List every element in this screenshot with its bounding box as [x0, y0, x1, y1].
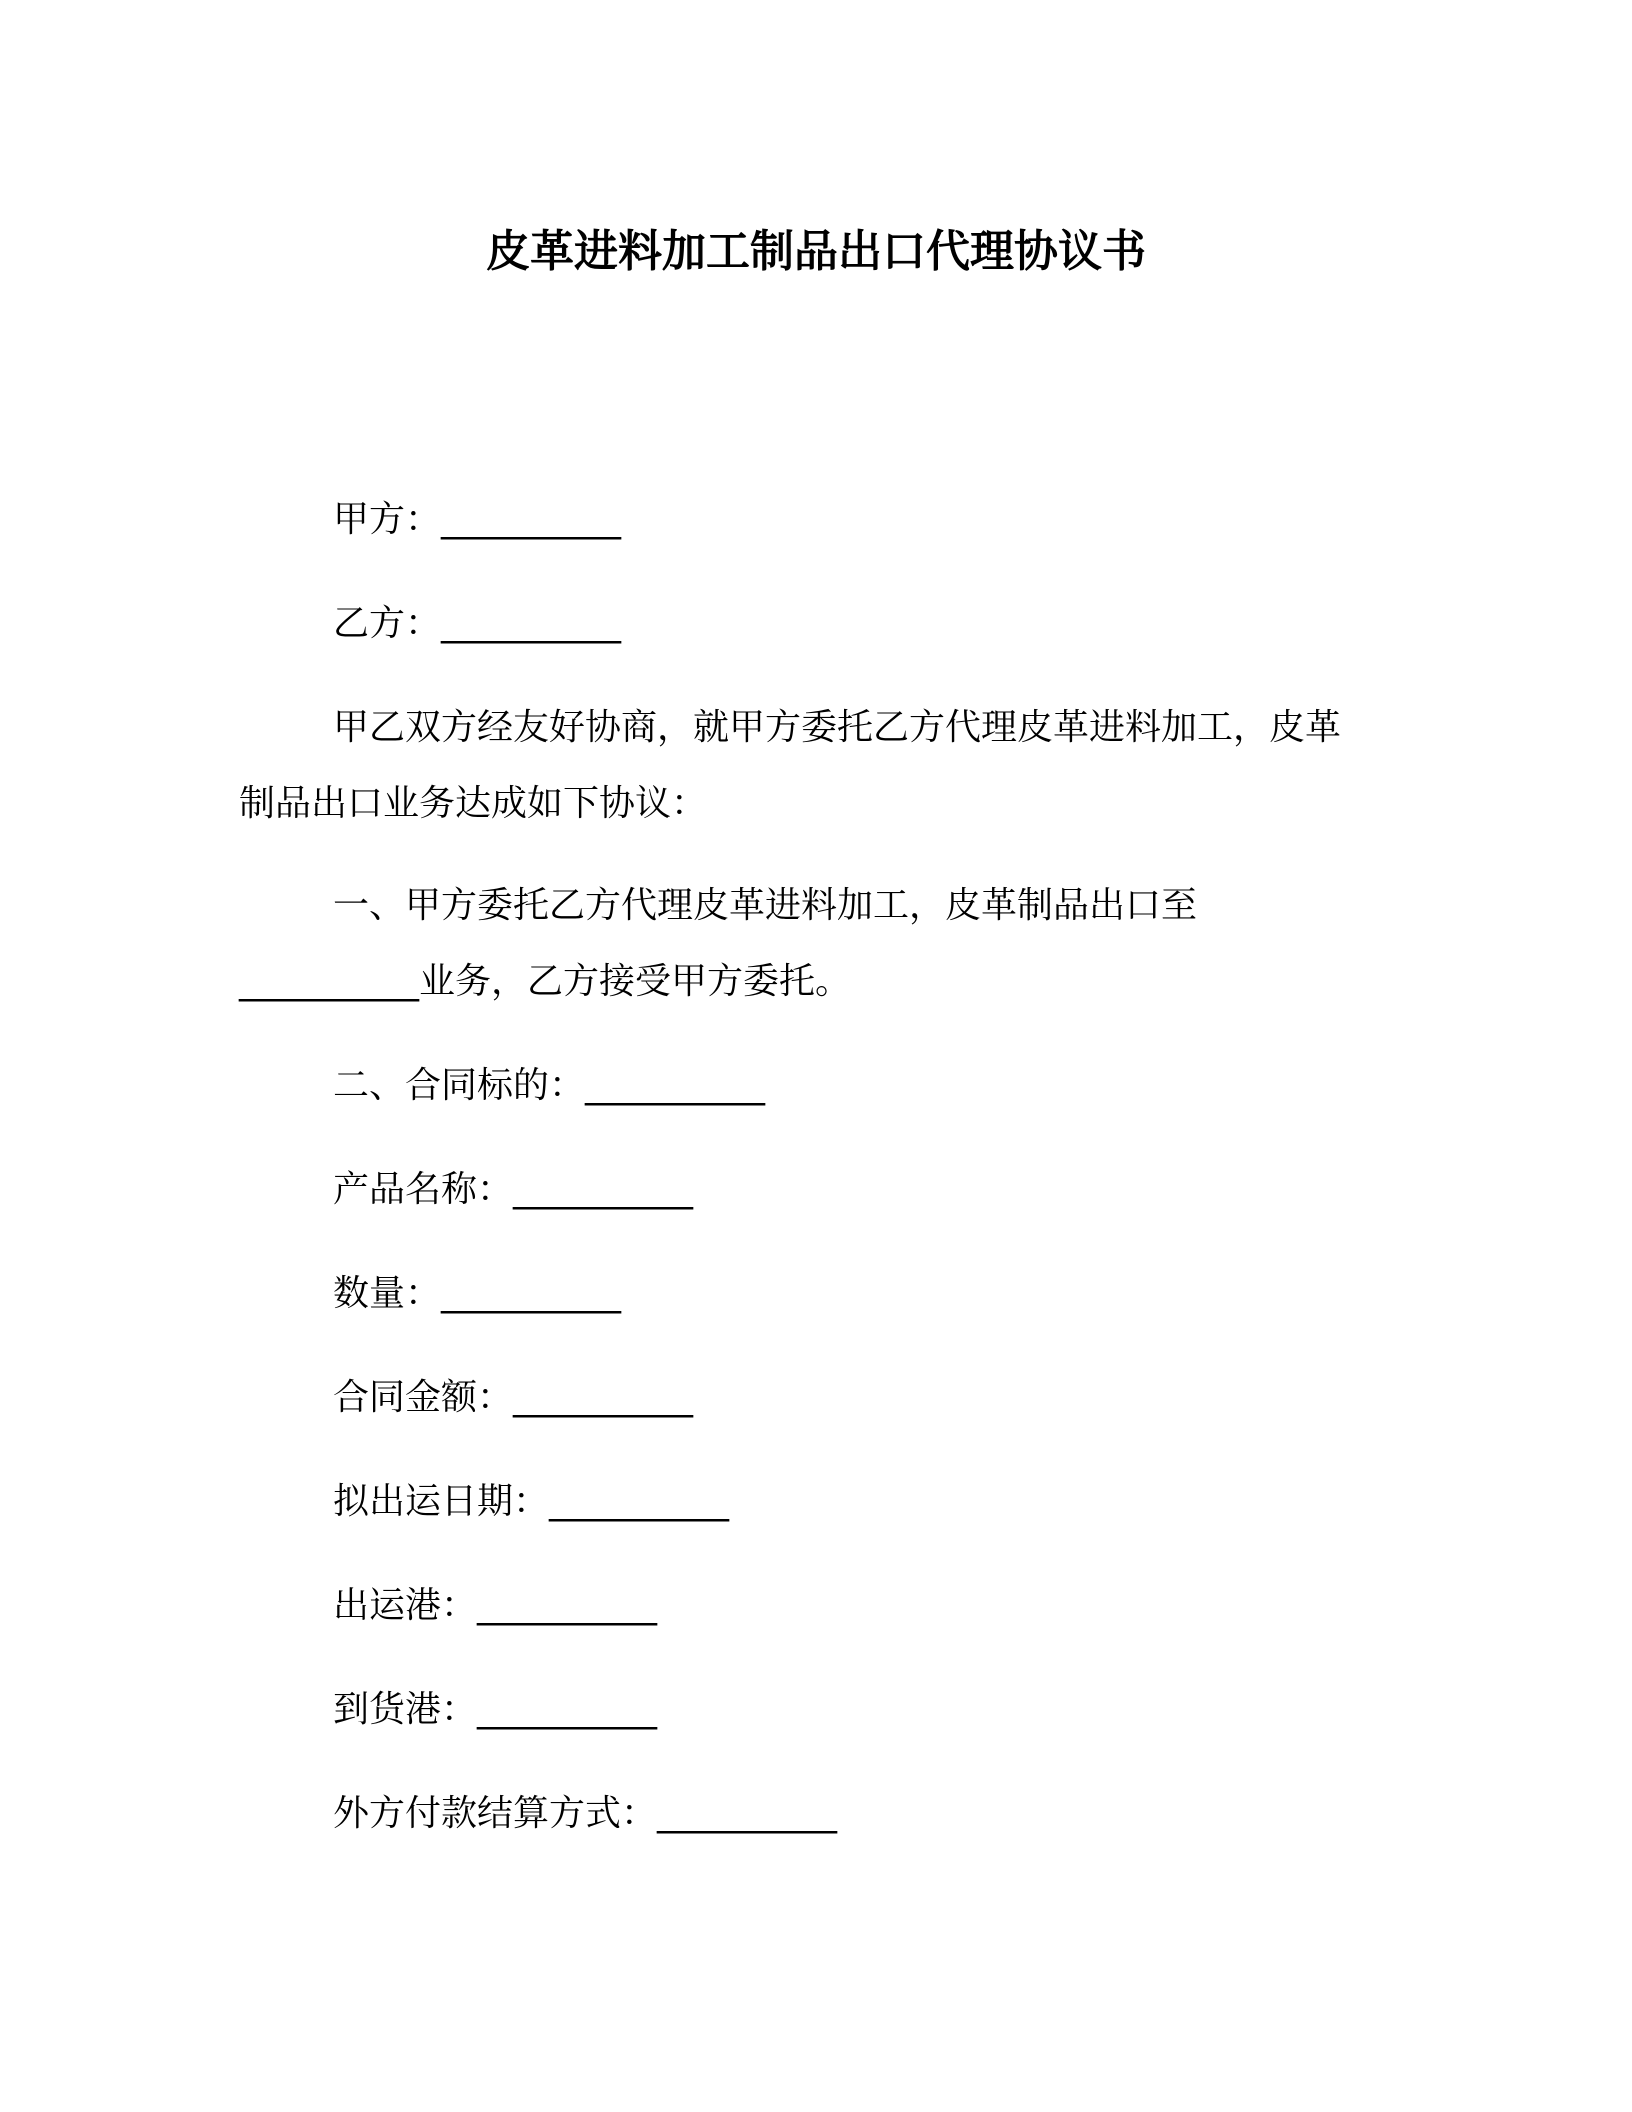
party-a-line: 甲方：__________	[333, 499, 622, 540]
port-of-destination-line: 到货港：__________	[333, 1689, 658, 1730]
party-b-line: 乙方：__________	[333, 603, 622, 644]
quantity-line: 数量：__________	[333, 1273, 622, 1314]
clause-1-line-1: 一、甲方委托乙方代理皮革进料加工，皮革制品出口至	[333, 885, 1198, 926]
preamble-line-1: 甲乙双方经友好协商，就甲方委托乙方代理皮革进料加工，皮革	[333, 707, 1342, 748]
clause-1-line-2: __________业务，乙方接受甲方委托。	[239, 961, 852, 1002]
clause-2-line: 二、合同标的：__________	[333, 1065, 766, 1106]
contract-amount-line: 合同金额：__________	[333, 1377, 694, 1418]
port-of-loading-line: 出运港：__________	[333, 1585, 658, 1626]
document-title: 皮革进料加工制品出口代理协议书	[486, 226, 1146, 277]
foreign-payment-method-line: 外方付款结算方式：__________	[333, 1793, 838, 1834]
preamble-line-2: 制品出口业务达成如下协议：	[239, 783, 708, 824]
product-name-line: 产品名称：__________	[333, 1169, 694, 1210]
planned-shipment-date-line: 拟出运日期：__________	[333, 1481, 730, 1522]
